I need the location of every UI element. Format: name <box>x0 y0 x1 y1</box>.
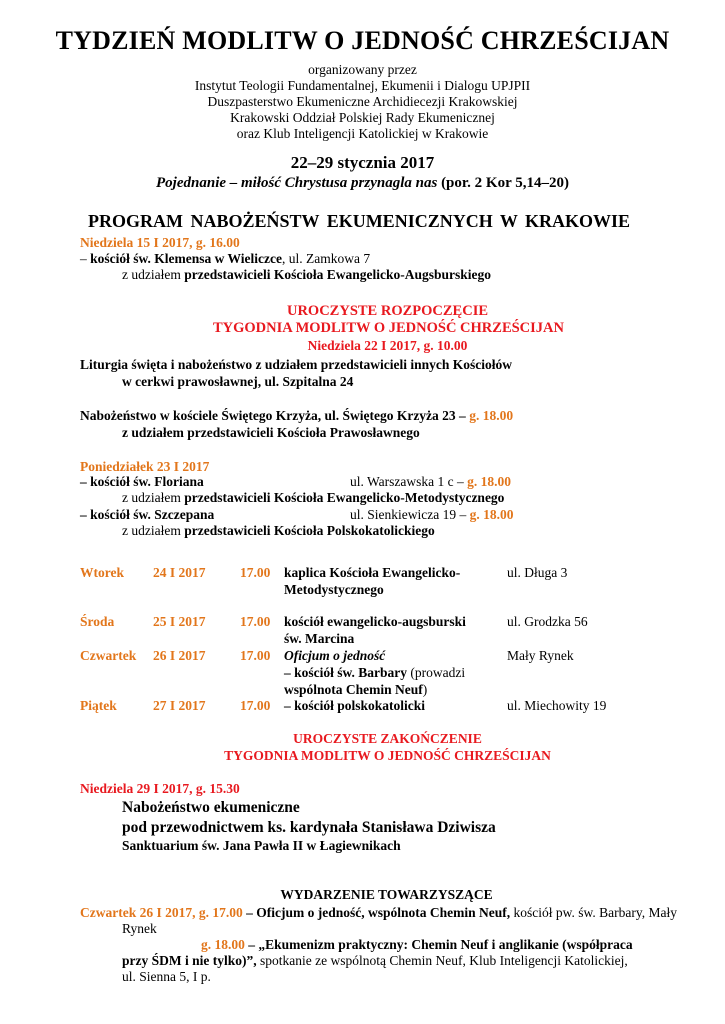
opening-liturgy-place: w cerkwi prawosławnej, ul. Szpitalna 24 <box>122 374 354 389</box>
monday-with-2 <box>122 523 435 539</box>
schedule-day: Środa <box>80 614 115 629</box>
schedule-day: Piątek <box>80 698 117 713</box>
schedule-address: ul. Długa 3 <box>507 565 568 580</box>
closing-service-lead: pod przewodnictwem ks. kardynała Stanisława Dziwisza <box>122 819 496 836</box>
with-prefix: z udziałem <box>122 490 185 505</box>
organizer-line: Krakowski Oddział Polskiej Rady Ekumenicznej <box>230 110 495 125</box>
side-event-1-cont: Rynek <box>122 921 157 936</box>
closing-place: Sanktuarium św. Jana Pawła II w Łagiewnikach <box>122 838 401 853</box>
sunday15-with <box>122 267 491 283</box>
schedule-address: ul. Miechowity 19 <box>507 698 607 713</box>
theme-reference: (por. 2 Kor 5,14–20) <box>437 175 569 191</box>
side-event-date: Czwartek 26 I 2017, g. 17.00 <box>80 905 243 920</box>
with-participants: przedstawicieli Kościoła Polskokatolickiego <box>184 523 435 538</box>
opening-date: Niedziela 22 I 2017, g. 10.00 <box>307 338 468 353</box>
schedule-time: 17.00 <box>240 565 271 580</box>
side-event-1 <box>80 905 677 921</box>
schedule-place: kościół ewangelicko-augsburski <box>284 614 466 629</box>
organizer-line: oraz Klub Inteligencji Katolickiej w Krakowie <box>236 126 489 141</box>
monday-address-2 <box>350 507 513 523</box>
schedule-place: Metodystycznego <box>284 582 384 597</box>
service-text: Nabożeństwo w kościele Świętego Krzyża, ul. Świętego Krzyża 23 – <box>80 408 470 423</box>
sunday15-location <box>80 251 370 267</box>
note: (prowadzi <box>410 665 466 680</box>
church: – kościół św. Barbary <box>284 665 411 680</box>
side-event-place: spotkanie ze wspólnotą Chemin Neuf, Klub Inteligencji Katolickiej, <box>256 953 628 968</box>
closing-date: Niedziela 29 I 2017, g. 15.30 <box>80 781 240 796</box>
schedule-date: 27 I 2017 <box>153 698 206 713</box>
opening-service <box>80 408 513 424</box>
with-participants: przedstawicieli Kościoła Ewangelicko-Augsburskiego <box>184 267 491 282</box>
with-participants: przedstawicieli Kościoła Ewangelicko-Metodystycznego <box>184 490 505 505</box>
schedule-place <box>284 665 465 681</box>
event-theme <box>0 175 725 192</box>
monday-church-2: – kościół św. Szczepana <box>80 507 215 522</box>
time: g. 18.00 <box>467 474 512 489</box>
schedule-time: 17.00 <box>240 648 271 663</box>
sunday15-date: Niedziela 15 I 2017, g. 16.00 <box>80 235 240 250</box>
with-prefix: z udziałem <box>122 523 185 538</box>
opening-title-line2: TYGODNIA MODLITW O JEDNOŚĆ CHRZEŚCIJAN <box>212 320 564 336</box>
schedule-address: ul. Grodzka 56 <box>507 614 588 629</box>
schedule-place <box>284 682 427 698</box>
organized-by: organizowany przez <box>308 62 417 77</box>
side-event-title: przy ŚDM i nie tylko)”, <box>122 953 257 968</box>
monday-address-1 <box>350 474 511 490</box>
monday-date: Poniedziałek 23 I 2017 <box>80 459 210 474</box>
schedule-time: 17.00 <box>240 614 271 629</box>
side-event-title: – „Ekumenizm praktyczny: Chemin Neuf i anglikanie (współpraca <box>244 937 633 952</box>
side-event-2 <box>201 937 633 953</box>
organizer-line: Instytut Teologii Fundamentalnej, Ekumenii i Dialogu UPJPII <box>194 78 531 93</box>
schedule-date: 24 I 2017 <box>153 565 206 580</box>
schedule-date: 26 I 2017 <box>153 648 206 663</box>
program-heading: PROGRAM NABOŻEŃSTW EKUMENICZNYCH W KRAKOWIE <box>88 211 631 231</box>
note: ) <box>422 682 428 697</box>
address: ul. Warszawska 1 c – <box>350 474 468 489</box>
monday-with-1 <box>122 490 504 506</box>
opening-service-with: z udziałem przedstawicieli Kościoła Prawosławnego <box>122 425 420 440</box>
monday-church-1: – kościół św. Floriana <box>80 474 204 489</box>
schedule-place: Oficjum o jedność <box>284 648 386 663</box>
organizer-line: Duszpasterstwo Ekumeniczne Archidiecezji Krakowskiej <box>207 94 518 109</box>
side-event-title: – Oficjum o jedność, wspólnota Chemin Neuf, <box>242 905 511 920</box>
closing-title-line2: TYGODNIA MODLITW O JEDNOŚĆ CHRZEŚCIJAN <box>224 748 551 763</box>
side-events-heading: WYDARZENIE TOWARZYSZĄCE <box>280 887 493 902</box>
theme-text: Pojednanie – miłość Chrystusa przynagla nas <box>156 175 438 191</box>
side-event-place: kościół pw. św. Barbary, Mały <box>510 905 677 920</box>
side-event-2-address: ul. Sienna 5, I p. <box>122 969 211 984</box>
side-event-time: g. 18.00 <box>201 937 245 952</box>
event-dates: 22–29 stycznia 2017 <box>290 153 435 172</box>
schedule-day: Czwartek <box>80 648 137 663</box>
schedule-place: – kościół polskokatolicki <box>284 698 426 713</box>
with-prefix: z udziałem <box>122 267 185 282</box>
community: wspólnota Chemin Neuf <box>284 682 423 697</box>
side-event-2-cont <box>122 953 628 969</box>
schedule-time: 17.00 <box>240 698 271 713</box>
opening-title-line1: UROCZYSTE ROZPOCZĘCIE <box>286 303 489 319</box>
schedule-place: kaplica Kościoła Ewangelicko- <box>284 565 461 580</box>
service-time: g. 18.00 <box>469 408 514 423</box>
schedule-date: 25 I 2017 <box>153 614 206 629</box>
opening-liturgy: Liturgia święta i nabożeństwo z udziałem przedstawicieli innych Kościołów <box>80 357 512 372</box>
dash: – <box>80 251 91 266</box>
address: ul. Sienkiewicza 19 – <box>350 507 470 522</box>
page-title: TYDZIEŃ MODLITW O JEDNOŚĆ CHRZEŚCIJAN <box>55 26 670 55</box>
sunday15-address: , ul. Zamkowa 7 <box>281 251 371 266</box>
sunday15-church: kościół św. Klemensa w Wieliczce <box>90 251 282 266</box>
closing-service: Nabożeństwo ekumeniczne <box>122 799 300 816</box>
time: g. 18.00 <box>469 507 514 522</box>
schedule-address: Mały Rynek <box>507 648 574 663</box>
schedule-day: Wtorek <box>80 565 124 580</box>
schedule-place: św. Marcina <box>284 631 355 646</box>
closing-title-line1: UROCZYSTE ZAKOŃCZENIE <box>293 731 482 746</box>
